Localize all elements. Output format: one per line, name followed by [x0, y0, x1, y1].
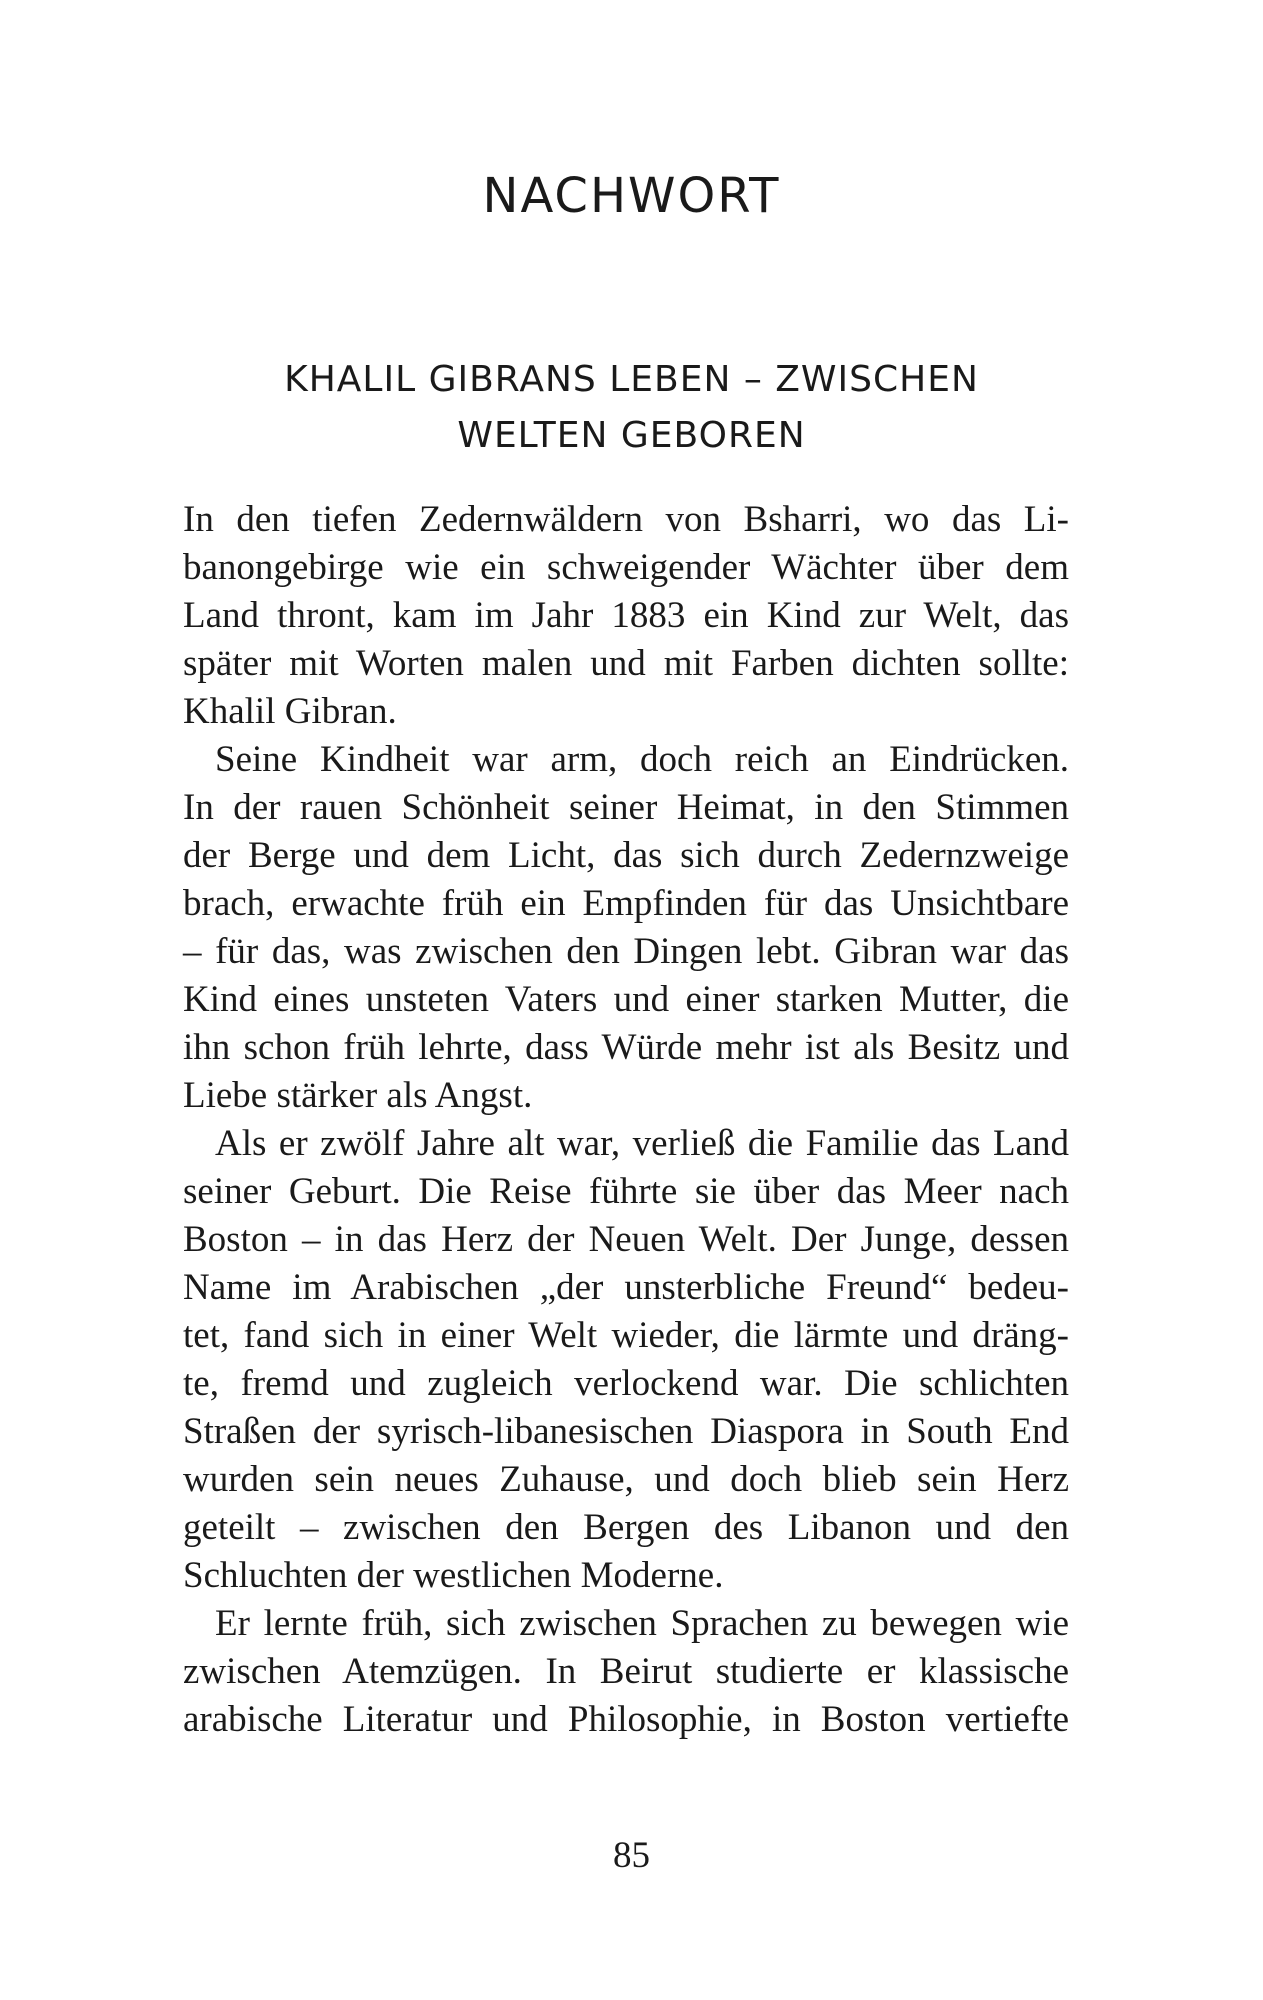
text-line: Kind eines unsteten Vaters und einer starken Mutter, die: [183, 979, 1069, 1020]
chapter-title: NACHWORT: [482, 168, 781, 224]
text-line: In der rauen Schönheit seiner Heimat, in den Stimmen: [183, 787, 1069, 828]
page-number: 85: [613, 1835, 650, 1876]
body-text: [183, 496, 1069, 1744]
text-line: Khalil Gibran.: [183, 691, 397, 732]
text-line: der Berge und dem Licht, das sich durch Zedernzweige: [183, 835, 1069, 876]
text-line: zwischen Atemzügen. In Beirut studierte er klassische: [183, 1651, 1069, 1692]
text-line: tet, fand sich in einer Welt wieder, die lärmte und dräng-: [183, 1315, 1069, 1356]
text-line: te, fremd und zugleich verlockend war. Die schlichten: [183, 1363, 1069, 1404]
text-line: Er lernte früh, sich zwischen Sprachen zu bewegen wie: [215, 1603, 1069, 1644]
text-line: wurden sein neues Zuhause, und doch blieb sein Herz: [183, 1459, 1069, 1500]
text-line: Schluchten der westlichen Moderne.: [183, 1555, 724, 1596]
text-line: Liebe stärker als Angst.: [183, 1075, 533, 1116]
section-title: [180, 352, 1083, 464]
text-line: – für das, was zwischen den Dingen lebt. Gibran war das: [183, 931, 1069, 972]
text-line: Name im Arabischen „der unsterbliche Freund“ bedeu-: [183, 1267, 1069, 1308]
text-line: brach, erwachte früh ein Empfinden für das Unsichtbare: [183, 883, 1069, 924]
text-line: geteilt – zwischen den Bergen des Libanon und den: [183, 1507, 1069, 1548]
text-line: Boston – in das Herz der Neuen Welt. Der Junge, dessen: [183, 1219, 1069, 1260]
text-line: Land thront, kam im Jahr 1883 ein Kind zur Welt, das: [183, 595, 1069, 636]
text-line: Seine Kindheit war arm, doch reich an Eindrücken.: [215, 739, 1069, 780]
section-title-line-1: KHALIL GIBRANS LEBEN – ZWISCHEN: [284, 359, 979, 400]
text-line: seiner Geburt. Die Reise führte sie über das Meer nach: [183, 1171, 1069, 1212]
text-line: Straßen der syrisch-libanesischen Diaspora in South End: [183, 1411, 1069, 1452]
text-line: arabische Literatur und Philosophie, in Boston vertiefte: [183, 1699, 1069, 1740]
section-title-line-2: WELTEN GEBOREN: [457, 415, 806, 456]
text-line: banongebirge wie ein schweigender Wächter über dem: [183, 547, 1069, 588]
text-line: später mit Worten malen und mit Farben dichten sollte:: [183, 643, 1069, 684]
text-line: Als er zwölf Jahre alt war, verließ die Familie das Land: [215, 1123, 1069, 1164]
text-line: ihn schon früh lehrte, dass Würde mehr ist als Besitz und: [183, 1027, 1069, 1068]
text-line: In den tiefen Zedernwäldern von Bsharri, wo das Li-: [183, 499, 1069, 540]
